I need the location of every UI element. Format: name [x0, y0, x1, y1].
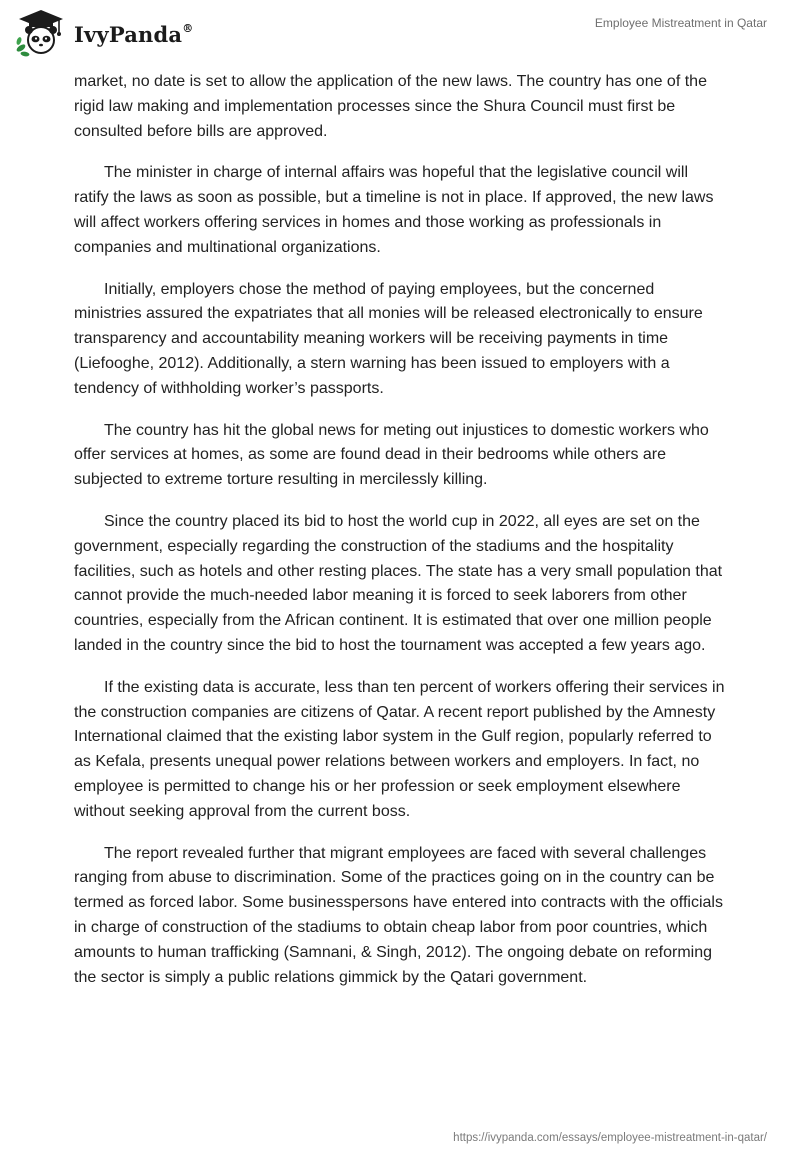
paragraph: If the existing data is accurate, less than ten percent of workers offering their services in the construction companies are citizens of Qatar. A recent report published by the Amnesty International claimed that the existing labor system in the Gulf region, popularly referred to as Kefala, presents unequal power relations between workers and employers. In fact, no employee is permitted to change his or her profession or seek employment elsewhere without seeking approval from the current boss. [74, 678, 725, 820]
ivypanda-logo[interactable] [14, 8, 193, 58]
panda-graduate-icon [14, 8, 68, 58]
paragraph: Since the country placed its bid to host the world cup in 2022, all eyes are set on the government, especially regarding the construction of the stadiums and the hospitality facilities, such as hotels and other resting places. The state has a very small population that cannot provide the much-needed labor meaning it is forced to seek laborers from other countries, especially from the African continent. It is estimated that over one million people landed in the country since the bid to host the tournament was accepted a few years ago. [74, 512, 723, 654]
brand-name: IvyPanda® [74, 21, 194, 47]
source-url[interactable]: https://ivypanda.com/essays/employee-mistreatment-in-qatar/ [453, 1132, 767, 1144]
paragraph: The minister in charge of internal affairs was hopeful that the legislative council will ratify the laws as soon as possible, but a timeline is not in place. If approved, the new laws will affect workers offering services in homes and those working as professionals in companies and multinational organizations. [74, 164, 714, 256]
page-header [0, 0, 800, 70]
paragraph: The report revealed further that migrant employees are faced with several challenges ranging from abuse to discrimination. Some of the practices going on in the country can be termed as forced labor. Some businesspersons have entered into contracts with the officials in charge of construction of the stadiums to obtain cheap labor from poor countries, which amounts to human trafficking (Samnani, & Singh, 2012). The ongoing debate on reforming the sector is simply a public relations gimmick by the Qatari government. [74, 844, 723, 986]
paragraph: The country has hit the global news for meting out injustices to domestic workers who offer services at homes, as some are found dead in their bedrooms while others are subjected to extreme torture resulting in mercilessly killing. [74, 421, 709, 489]
essay-body [74, 70, 726, 1007]
registered-mark: ® [182, 21, 194, 35]
paragraph-continuation: market, no date is set to allow the application of the new laws. The country has one of the rigid law making and implementation processes since the Shura Council must first be consulted before bills are approved. [74, 73, 707, 140]
paragraph: Initially, employers chose the method of paying employees, but the concerned ministries assured the expatriates that all monies will be released electronically to ensure transparency and accountability meaning workers will be receiving payments in time (Liefooghe, 2012). Additionally, a stern warning has been issued to employers with a tendency of withholding worker’s passports. [74, 280, 703, 397]
document-title: Employee Mistreatment in Qatar [594, 16, 767, 30]
